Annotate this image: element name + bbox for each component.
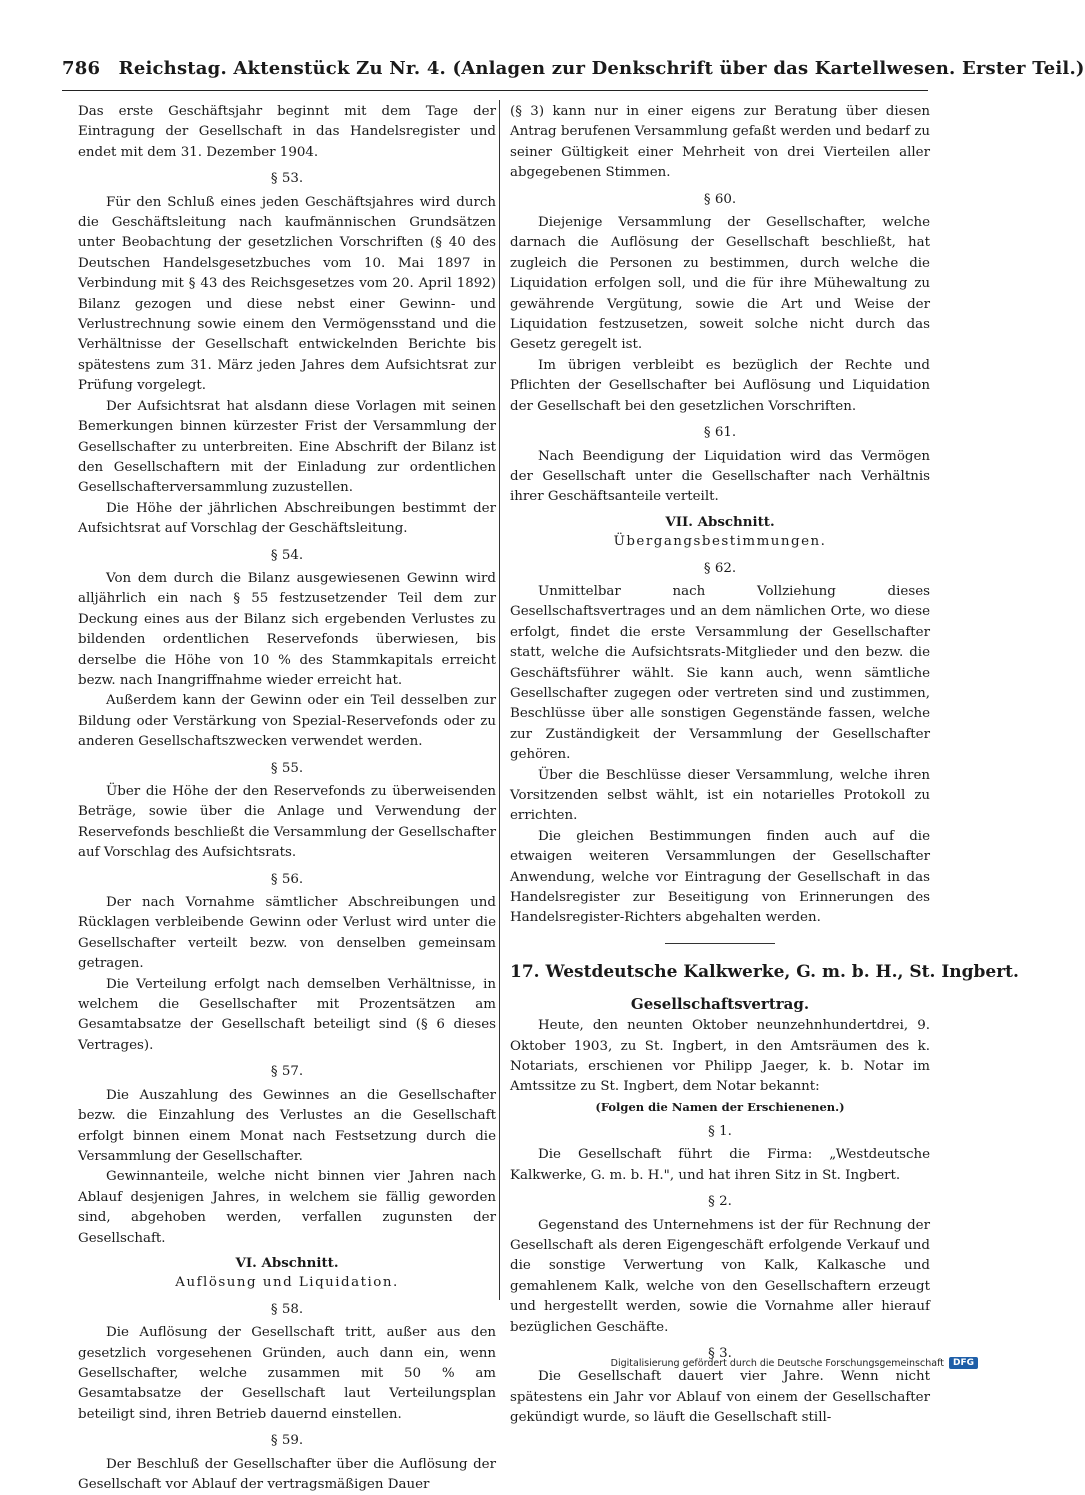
paragraph: Unmittelbar nach Vollziehung dieses Gesellschaftsvertrages und an dem nämlichen Orte, wo diese erfolgt, findet die erste Versammlung der Gesellschafter statt, welche die Aufsichtsrats-Mitglieder und den bezw. die Geschäftsführer wählt. Sie kann auch, wenn sämtliche Gesellschafter zugegen oder vertreten sind und zustimmen, Beschlüsse über alle sonstigen Gegenstände fassen, welche zur Zuständigkeit der Versammlung der Gesellschafter gehören. bbox=[510, 583, 930, 763]
paragraph: Die Gesellschaft führt die Firma: „Westdeutsche Kalkwerke, G. m. b. H.", und hat ihren Sitz in St. Ingbert. bbox=[510, 1147, 930, 1183]
section-heading: § 59. bbox=[270, 1433, 304, 1449]
paragraph: Diejenige Versammlung der Gesellschafter, welche darnach die Auflösung der Gesellschaft beschließt, hat zugleich die Personen zu bestimmen, durch welche die Liquidation erfolgen soll, und die für ihre Mühewaltung zu gewährende Vergütung, sowie die Art und Weise der Liquidation festzusetzen, soweit solche nicht durch das Gesetz geregelt ist. bbox=[510, 215, 930, 353]
paragraph: Die Auszahlung des Gewinnes an die Gesellschafter bezw. die Einzahlung des Verlustes an die Gesellschaft erfolgt binnen einem Monat nach Festsetzung durch die Versammlung der Gesellschafter. bbox=[78, 1087, 496, 1164]
article-heading: 17. Westdeutsche Kalkwerke, G. m. b. H., St. Ingbert. bbox=[510, 961, 1019, 982]
section-heading: § 3. bbox=[708, 1345, 732, 1361]
section-heading: § 1. bbox=[708, 1123, 732, 1139]
left-column bbox=[78, 102, 496, 1495]
paragraph: (§ 3) kann nur in einer eigens zur Beratung über diesen Antrag berufenen Versammlung gefaßt werden und bedarf zu seiner Gültigkeit einer Mehrheit von drei Vierteilen aller abgegebenen Stimmen. bbox=[510, 104, 930, 181]
chapter-title: Übergangsbestimmungen. bbox=[613, 534, 827, 550]
paragraph: Der Aufsichtsrat hat alsdann diese Vorlagen mit seinen Bemerkungen binnen kürzester Frist der Versammlung der Gesellschafter zu unterbreiten. Eine Abschrift der Bilanz ist den Gesellschaftern mit der Einladung zur ordentlichen Gesellschafterversammlung zuzustellen. bbox=[78, 398, 496, 496]
section-heading: § 57. bbox=[270, 1064, 304, 1080]
running-header bbox=[62, 58, 1085, 91]
running-title: Reichstag. Aktenstück Zu Nr. 4. (Anlagen zur Denkschrift über das Kartellwesen. Erster Teil.) bbox=[118, 58, 1085, 79]
paragraph: Heute, den neunten Oktober neunzehnhundertdrei, 9. Oktober 1903, zu St. Ingbert, in den Amtsräumen des k. Notariats, erschienen vor Philipp Jaeger, k. b. Notar im Amtssitze zu St. Ingbert, dem Notar bekannt: bbox=[510, 1018, 930, 1095]
paragraph: Von dem durch die Bilanz ausgewiesenen Gewinn wird alljährlich ein nach § 55 festzusetzender Teil dem zur Deckung eines aus der Bilanz sich ergebenden Verlustes zu bildenden ordentlichen Reservefonds überwiesen, bis derselbe die Höhe von 10 % des Stammkapitals erreicht bezw. nach Inangriffnahme wieder erreicht hat. bbox=[78, 570, 496, 688]
section-heading: § 2. bbox=[708, 1194, 732, 1210]
paragraph: Außerdem kann der Gewinn oder ein Teil desselben zur Bildung oder Verstärkung von Spezial-Reservefonds oder zu anderen Gesellschaftszwecken verwendet werden. bbox=[78, 693, 496, 750]
paragraph: Die Auflösung der Gesellschaft tritt, außer aus den gesetzlich vorgesehenen Gründen, auch dann ein, wenn Gesellschafter, welche zusammen mit 50 % am Gesamtabsatze der Gesellschaft laut Verteilungsplan beteiligt sind, ihren Betrieb dauernd einstellen. bbox=[78, 1325, 496, 1422]
dfg-logo: DFG bbox=[949, 1357, 978, 1369]
paragraph: Über die Höhe der den Reservefonds zu überweisenden Beträge, sowie über die Anlage und Verwendung der Reservefonds beschließt die Versammlung der Gesellschafter auf Vorschlag des Aufsichtsrats. bbox=[78, 784, 496, 861]
chapter-title: Auflösung und Liquidation. bbox=[175, 1275, 399, 1291]
paragraph: Die Höhe der jährlichen Abschreibungen bestimmt der Aufsichtsrat auf Vorschlag der Geschäftsleitung. bbox=[78, 500, 496, 537]
digitization-credit bbox=[611, 1357, 978, 1369]
column-divider bbox=[499, 100, 500, 1300]
paragraph: Der Beschluß der Gesellschafter über die Auflösung der Gesellschaft vor Ablauf der vertragsmäßigen Dauer bbox=[78, 1456, 496, 1492]
section-heading: § 56. bbox=[270, 871, 304, 887]
contract-title: Gesellschaftsvertrag. bbox=[630, 994, 810, 1013]
credit-text: Digitalisierung gefördert durch die Deutsche Forschungsgemeinschaft bbox=[610, 1357, 944, 1369]
paragraph: Die gleichen Bestimmungen finden auch auf die etwaigen weiteren Versammlungen der Gesellschafter Anwendung, welche vor Eintragung der Gesellschaft in das Handelsregister zur Beseitigung von Erinnerungen des Handelsregister-Richters abgehalten werden. bbox=[510, 828, 930, 926]
chapter-heading: VI. Abschnitt. bbox=[235, 1254, 339, 1271]
section-heading: § 60. bbox=[703, 191, 737, 207]
section-heading: § 61. bbox=[703, 425, 737, 441]
paragraph: Nach Beendigung der Liquidation wird das Vermögen der Gesellschaft unter die Gesellschafter nach Verhältnis ihrer Geschäftsanteile verteilt. bbox=[510, 448, 930, 505]
section-heading: § 62. bbox=[703, 560, 737, 576]
editorial-note: (Folgen die Namen der Erschienenen.) bbox=[595, 1099, 845, 1114]
paragraph: Für den Schluß eines jeden Geschäftsjahres wird durch die Geschäftsleitung nach kaufmännischen Grundsätzen unter Beobachtung der gesetzlichen Vorschriften (§ 40 des Deutschen Handelsgesetzbuches vom 10. Mai 1897 in Verbindung mit § 43 des Reichsgesetzes vom 20. April 1892) Bilanz gezogen und diese nebst einer Gewinn- und Verlustrechnung sowie einem den Vermögensstand und die Verhältnisse der Gesellschaft entwickelnden Berichte bis spätestens zum 31. März jeden Jahres dem Aufsichtsrat zur Prüfung vorgelegt. bbox=[78, 194, 496, 394]
paragraph: Das erste Geschäftsjahr beginnt mit dem Tage der Eintragung der Gesellschaft in das Handelsregister und endet mit dem 31. Dezember 1904. bbox=[78, 104, 496, 160]
page-number: 786 bbox=[62, 58, 101, 79]
paragraph: Die Gesellschaft dauert vier Jahre. Wenn nicht spätestens ein Jahr vor Ablauf von einem der Gesellschafter gekündigt wurde, so läuft die Gesellschaft still- bbox=[510, 1369, 930, 1426]
section-heading: § 58. bbox=[270, 1301, 304, 1317]
paragraph: Im übrigen verbleibt es bezüglich der Rechte und Pflichten der Gesellschafter bei Auflösung und Liquidation der Gesellschaft bei den gesetzlichen Vorschriften. bbox=[510, 357, 930, 414]
chapter-heading: VII. Abschnitt. bbox=[665, 513, 775, 530]
section-heading: § 54. bbox=[270, 547, 304, 563]
paragraph: Gewinnanteile, welche nicht binnen vier Jahren nach Ablauf desjenigen Jahres, in welchem sie fällig geworden sind, abgehoben werden, verfallen zugunsten der Gesellschaft. bbox=[78, 1169, 496, 1246]
paragraph: Gegenstand des Unternehmens ist der für Rechnung der Gesellschaft als deren Eigengeschäft erfolgende Verkauf und die sonstige Verwertung von Kalk, Kalkasche und gemahlenem Kalk, welche von den Gesellschaftern erzeugt und hergestellt werden, sowie die Vornahme aller hierauf bezüglichen Geschäfte. bbox=[510, 1217, 930, 1335]
paragraph: Der nach Vornahme sämtlicher Abschreibungen und Rücklagen verbleibende Gewinn oder Verlust wird unter die Gesellschafter verteilt bezw. von denselben gemeinsam getragen. bbox=[78, 895, 496, 972]
paragraph: Die Verteilung erfolgt nach demselben Verhältnisse, in welchem die Gesellschafter mit Prozentsätzen am Gesamtabsatze der Gesellschaft beteiligt sind (§ 6 dieses Vertrages). bbox=[78, 976, 496, 1053]
section-heading: § 53. bbox=[270, 171, 304, 187]
separator-rule bbox=[665, 943, 775, 944]
section-heading: § 55. bbox=[270, 760, 304, 776]
paragraph: Über die Beschlüsse dieser Versammlung, welche ihren Vorsitzenden selbst wählt, ist ein notarielles Protokoll zu errichten. bbox=[510, 767, 930, 824]
